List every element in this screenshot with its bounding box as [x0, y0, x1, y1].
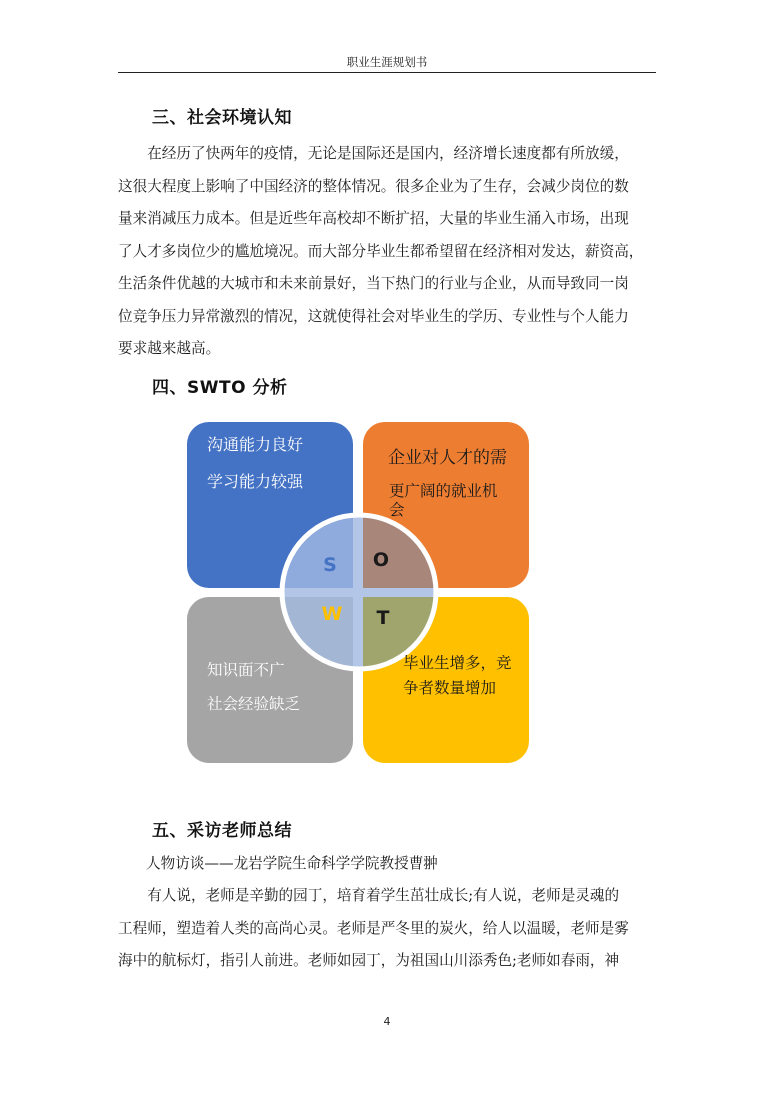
- page-number: 4: [383, 1015, 391, 1028]
- swot-letter-s: S: [323, 554, 337, 576]
- paragraph-line: 生活条件优越的大城市和未来前景好，当下热门的行业与企业，从而导致同一岗: [118, 275, 629, 292]
- paragraph-line: 要求越来越高。: [118, 340, 221, 357]
- section-heading-teacher-interview: 五、采访老师总结: [152, 821, 292, 841]
- paragraph-line: 位竞争压力异常激烈的情况，这就使得社会对毕业生的学历、专业性与个人能力: [118, 307, 629, 325]
- swot-threats-line-1: 毕业生增多，竞: [403, 654, 512, 672]
- paragraph-line: 这很大程度上影响了中国经济的整体情况。很多企业为了生存，会减少岗位的数: [118, 177, 629, 195]
- paragraph-line: 在经历了快两年的疫情，无论是国际还是国内，经济增长速度都有所放缓，: [147, 145, 629, 162]
- paragraph-line: 量来消减压力成本。但是近些年高校却不断扩招，大量的毕业生涌入市场，出现: [118, 210, 629, 227]
- page-header-title: 职业生涯规划书: [346, 55, 428, 69]
- section-heading-swot: 四、SWTO 分析: [152, 378, 288, 398]
- swot-opportunities-line-3: 会: [389, 501, 405, 519]
- paragraph-line: 有人说，老师是辛勤的园丁，培育着学生茁壮成长;有人说，老师是灵魂的: [147, 887, 620, 904]
- swot-threats-line-2: 争者数量增加: [403, 679, 497, 697]
- swot-strengths-line-1: 沟通能力良好: [207, 435, 304, 454]
- swot-weaknesses-line-2: 社会经验缺乏: [207, 695, 301, 713]
- swot-opportunities-line-1: 企业对人才的需: [388, 448, 507, 468]
- swot-letter-t: T: [376, 607, 390, 629]
- paragraph-line: 了人才多岗位少的尴尬境况。而大部分毕业生都希望留在经济相对发达，薪资高，: [118, 242, 644, 260]
- interview-title: 人物访谈——龙岩学院生命科学学院教授曹翀: [146, 855, 438, 872]
- swot-opportunities-line-2: 更广阔的就业机: [389, 482, 498, 500]
- paragraph-line: 工程师，塑造着人类的高尚心灵。老师是严冬里的炭火，给人以温暖，老师是雾: [118, 919, 629, 937]
- swot-weaknesses-line-1: 知识面不广: [207, 661, 285, 679]
- section-heading-social-environment: 三、社会环境认知: [152, 108, 292, 128]
- swot-letter-o: O: [372, 549, 390, 571]
- swot-strengths-line-2: 学习能力较强: [207, 472, 304, 491]
- paragraph-line: 海中的航标灯，指引人前进。老师如园丁，为祖国山川添秀色;老师如春雨，神: [118, 952, 620, 969]
- teacher-interview-paragraph: [118, 880, 658, 978]
- swot-letter-w: W: [321, 603, 343, 625]
